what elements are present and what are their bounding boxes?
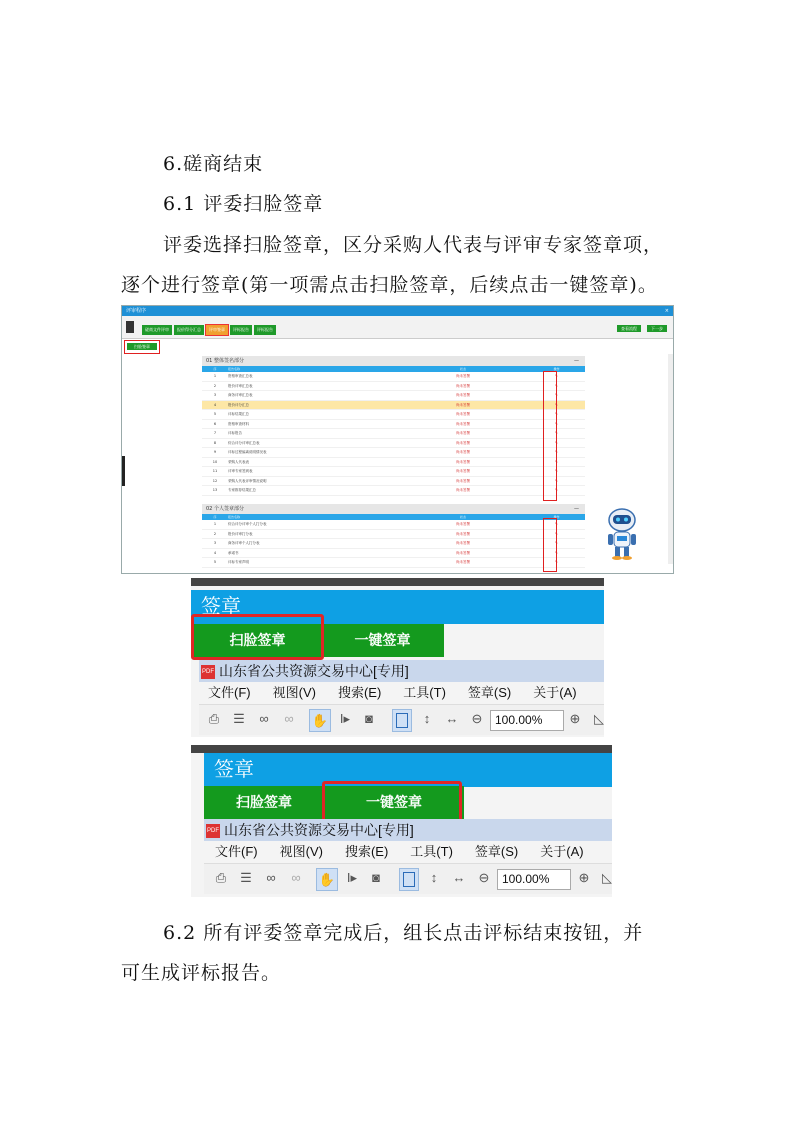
row-sign-icon[interactable]: ✎ bbox=[555, 531, 558, 536]
row-index: 7 bbox=[213, 431, 217, 435]
col-index: 序 bbox=[213, 515, 217, 519]
section-header bbox=[202, 504, 585, 514]
row-sign-icon[interactable]: ✎ bbox=[555, 374, 558, 378]
table-row bbox=[202, 401, 585, 411]
fit-width-icon[interactable]: ↔ bbox=[445, 711, 459, 726]
view-process-button[interactable]: 查看流程 bbox=[617, 325, 641, 332]
table-row bbox=[202, 448, 585, 458]
row-index: 13 bbox=[212, 488, 218, 492]
row-report-name: 综合评分评审个人打分表 bbox=[228, 522, 267, 526]
row-index: 6 bbox=[213, 421, 217, 426]
row-report-name: 资格审查汇总表 bbox=[228, 374, 253, 378]
section-personal-signing bbox=[202, 504, 585, 568]
row-sign-icon[interactable]: ✎ bbox=[555, 440, 558, 445]
text-select-icon[interactable]: I▸ bbox=[339, 711, 351, 726]
scan-face-sign-button[interactable]: 扫脸签章 bbox=[194, 624, 321, 657]
row-report-name: 商务评审个人打分表 bbox=[228, 541, 260, 545]
evaluation-window-screenshot bbox=[121, 305, 674, 574]
zoom-in-icon[interactable]: ⊕ bbox=[569, 711, 581, 726]
menu-search[interactable]: 搜索(E) bbox=[344, 844, 389, 859]
snapshot-icon[interactable]: ◙ bbox=[372, 870, 380, 885]
print-icon[interactable]: ⎙ bbox=[215, 870, 227, 885]
row-status: 尚未签署 bbox=[456, 412, 470, 416]
row-sign-icon[interactable]: ✎ bbox=[555, 488, 558, 492]
row-index: 1 bbox=[213, 374, 217, 378]
row-report-name: 采购人代表评审情况说明 bbox=[228, 478, 267, 483]
vertical-scrollbar[interactable] bbox=[668, 354, 673, 564]
row-status: 尚未签署 bbox=[456, 560, 470, 564]
collapse-icon[interactable]: — bbox=[574, 506, 579, 512]
table-row bbox=[202, 486, 585, 496]
row-sign-icon[interactable]: ✎ bbox=[555, 393, 558, 397]
col-status: 状态 bbox=[459, 515, 466, 519]
row-report-name: 评标报告 bbox=[228, 431, 242, 435]
row-report-name: 报价评分汇总 bbox=[228, 402, 249, 407]
pdf-caption-bar bbox=[199, 660, 604, 682]
col-action: 操作 bbox=[553, 367, 560, 371]
row-index: 4 bbox=[213, 550, 217, 555]
row-index: 8 bbox=[213, 440, 217, 445]
paragraph-6-2-line-2: 可生成评标报告。 bbox=[121, 962, 282, 984]
row-report-name: 评审专家签到表 bbox=[228, 469, 253, 473]
row-status: 尚未签署 bbox=[456, 402, 470, 407]
rotate-icon[interactable]: ◺ bbox=[594, 711, 604, 726]
row-index: 2 bbox=[213, 383, 217, 388]
menu-tools[interactable]: 工具(T) bbox=[403, 685, 446, 700]
zoom-out-icon[interactable]: ⊖ bbox=[478, 870, 490, 885]
row-report-name: 承诺书 bbox=[228, 550, 239, 555]
heading-6: 6.磋商结束 bbox=[163, 153, 264, 175]
table-row bbox=[202, 382, 585, 392]
col-report-name: 报告名称 bbox=[228, 367, 241, 371]
section-header bbox=[202, 356, 585, 366]
menu-file[interactable]: 文件(F) bbox=[215, 844, 258, 859]
row-status: 尚未签署 bbox=[456, 383, 470, 388]
left-edge-bar bbox=[122, 456, 125, 486]
table-row bbox=[202, 539, 585, 549]
menu-view[interactable]: 视图(V) bbox=[272, 685, 316, 700]
menu-bar bbox=[215, 841, 606, 863]
row-report-name: 资格审查材料 bbox=[228, 421, 249, 426]
sign-header: 签章 bbox=[204, 753, 612, 787]
row-sign-icon[interactable]: ✎ bbox=[555, 450, 558, 454]
row-report-name: 专家推荐结果汇总 bbox=[228, 488, 256, 492]
row-status: 尚未签署 bbox=[456, 440, 470, 445]
page-icon[interactable]: ☰ bbox=[233, 711, 245, 726]
table-row bbox=[202, 439, 585, 449]
scan-face-sign-button[interactable]: 扫脸签章 bbox=[127, 343, 157, 350]
menu-about[interactable]: 关于(A) bbox=[533, 685, 577, 700]
zoom-input[interactable]: 100.00% bbox=[490, 710, 564, 731]
find-icon[interactable]: ∞ bbox=[259, 711, 269, 726]
menu-bar bbox=[208, 682, 599, 704]
table-row bbox=[202, 429, 585, 439]
top-dark-strip bbox=[191, 578, 604, 586]
row-sign-icon[interactable]: ✎ bbox=[555, 412, 558, 416]
menu-about[interactable]: 关于(A) bbox=[540, 844, 584, 859]
find-disabled-icon: ∞ bbox=[291, 870, 301, 885]
row-sign-icon[interactable]: ✎ bbox=[555, 421, 558, 426]
table-row bbox=[202, 530, 585, 540]
signature-toolbar-screenshot-1 bbox=[191, 578, 604, 737]
toolbar bbox=[122, 316, 673, 339]
scan-face-sign-button[interactable]: 扫脸签章 bbox=[204, 786, 324, 819]
scan-face-sign-highlight bbox=[124, 340, 160, 354]
next-step-button[interactable]: 下一步 bbox=[647, 325, 667, 332]
row-report-name: 报价评审汇总表 bbox=[228, 383, 253, 388]
row-index: 3 bbox=[213, 541, 217, 545]
signature-toolbar-screenshot-2 bbox=[191, 745, 612, 897]
tab-document-review[interactable]: 磋商文件评审 bbox=[142, 325, 172, 335]
table-row bbox=[202, 549, 585, 559]
snapshot-icon[interactable]: ◙ bbox=[365, 711, 373, 726]
pdf-icon: PDF bbox=[201, 665, 215, 679]
fit-height-icon[interactable]: ↕ bbox=[423, 711, 431, 726]
robot-assistant-icon[interactable] bbox=[602, 506, 642, 561]
one-key-sign-button[interactable]: 一键签章 bbox=[321, 624, 444, 657]
menu-file[interactable]: 文件(F) bbox=[208, 685, 251, 700]
row-status: 尚未签署 bbox=[456, 421, 470, 426]
pdf-icon: PDF bbox=[206, 824, 220, 838]
fit-page-icon[interactable] bbox=[399, 868, 419, 891]
text-select-icon[interactable]: I▸ bbox=[346, 870, 358, 885]
hand-tool-icon[interactable]: ✋ bbox=[316, 868, 338, 891]
row-report-name: 商务评审汇总表 bbox=[228, 393, 253, 397]
table-row bbox=[202, 467, 585, 477]
table-row bbox=[202, 520, 585, 530]
row-status: 尚未签署 bbox=[456, 393, 470, 397]
table-row bbox=[202, 477, 585, 487]
row-report-name: 综合评分评审汇总表 bbox=[228, 440, 260, 445]
row-index: 11 bbox=[212, 469, 218, 473]
close-icon[interactable]: × bbox=[664, 308, 669, 314]
tab-report-2[interactable]: 评标报告 bbox=[254, 325, 276, 335]
fit-page-icon[interactable] bbox=[392, 709, 412, 732]
row-sign-icon[interactable]: ✎ bbox=[555, 550, 558, 555]
collapse-icon[interactable]: — bbox=[574, 358, 579, 364]
row-report-name: 评标过程偏离说明情况表 bbox=[228, 450, 267, 454]
pdf-caption-bar bbox=[204, 819, 612, 841]
find-disabled-icon: ∞ bbox=[284, 711, 294, 726]
row-status: 尚未签署 bbox=[456, 450, 470, 454]
menu-search[interactable]: 搜索(E) bbox=[337, 685, 382, 700]
row-index: 3 bbox=[213, 393, 217, 397]
row-status: 尚未签署 bbox=[456, 550, 470, 555]
zoom-out-icon[interactable]: ⊖ bbox=[471, 711, 483, 726]
tab-signature[interactable]: 评审签章 bbox=[206, 325, 228, 335]
col-action: 操作 bbox=[553, 515, 560, 519]
one-key-button-highlight bbox=[322, 781, 462, 823]
paragraph-line-2: 逐个进行签章(第一项需点击扫脸签章，后续点击一键签章)。 bbox=[121, 274, 658, 296]
row-report-name: 评标专家声明 bbox=[228, 560, 249, 564]
row-report-name: 评标结果汇总 bbox=[228, 412, 249, 416]
row-sign-icon[interactable]: ✎ bbox=[555, 431, 558, 435]
page-icon[interactable]: ☰ bbox=[240, 870, 252, 885]
row-sign-icon[interactable]: ✎ bbox=[555, 402, 558, 407]
one-key-sign-button[interactable]: 一键签章 bbox=[324, 786, 464, 819]
hand-tool-icon[interactable]: ✋ bbox=[309, 709, 331, 732]
row-sign-icon[interactable]: ✎ bbox=[555, 541, 558, 545]
row-sign-icon[interactable]: ✎ bbox=[555, 469, 558, 473]
row-sign-icon[interactable]: ✎ bbox=[555, 560, 558, 564]
fit-height-icon[interactable]: ↕ bbox=[430, 870, 438, 885]
row-index: 12 bbox=[212, 478, 218, 483]
top-dark-strip bbox=[191, 745, 612, 753]
row-index: 4 bbox=[213, 402, 217, 407]
qr-code-icon bbox=[126, 321, 134, 333]
row-status: 尚未签署 bbox=[456, 374, 470, 378]
window-title: 评审程序 bbox=[126, 308, 147, 314]
row-sign-icon[interactable]: ✎ bbox=[555, 522, 558, 526]
row-status: 尚未签署 bbox=[456, 531, 470, 536]
section-title: 01 整体签名部分 bbox=[206, 358, 244, 364]
pdf-toolbar bbox=[199, 704, 604, 735]
row-status: 尚未签署 bbox=[456, 488, 470, 492]
row-sign-icon[interactable]: ✎ bbox=[555, 383, 558, 388]
row-sign-icon[interactable]: ✎ bbox=[555, 459, 558, 464]
paragraph-line-1: 评委选择扫脸签章，区分采购人代表与评审专家签章项， bbox=[163, 234, 664, 256]
row-index: 5 bbox=[213, 560, 217, 564]
print-icon[interactable]: ⎙ bbox=[208, 711, 220, 726]
menu-sign[interactable]: 签章(S) bbox=[474, 844, 519, 859]
row-status: 尚未签署 bbox=[456, 459, 470, 464]
sign-column-highlight-2 bbox=[543, 518, 557, 572]
menu-sign[interactable]: 签章(S) bbox=[467, 685, 512, 700]
tab-report[interactable]: 评标报告 bbox=[230, 325, 252, 335]
fit-width-icon[interactable]: ↔ bbox=[452, 870, 466, 885]
col-status: 状态 bbox=[459, 367, 466, 371]
table-row bbox=[202, 458, 585, 468]
pdf-toolbar bbox=[204, 863, 612, 894]
sign-header: 签章 bbox=[191, 590, 604, 624]
find-icon[interactable]: ∞ bbox=[266, 870, 276, 885]
tab-price-score[interactable]: 报价得分汇总 bbox=[174, 325, 204, 335]
tab-bar bbox=[142, 325, 276, 335]
table-row bbox=[202, 410, 585, 420]
table-row bbox=[202, 372, 585, 382]
table-row bbox=[202, 558, 585, 568]
table-body bbox=[202, 372, 585, 496]
section-overall-signing bbox=[202, 356, 585, 496]
row-sign-icon[interactable]: ✎ bbox=[555, 478, 558, 483]
row-index: 5 bbox=[213, 412, 217, 416]
row-status: 尚未签署 bbox=[456, 522, 470, 526]
menu-tools[interactable]: 工具(T) bbox=[410, 844, 453, 859]
col-report-name: 报告名称 bbox=[228, 515, 241, 519]
zoom-in-icon[interactable]: ⊕ bbox=[578, 870, 590, 885]
table-row bbox=[202, 420, 585, 430]
paragraph-6-2-line-1: 6.2 所有评委签章完成后，组长点击评标结束按钮，并 bbox=[163, 922, 644, 944]
caption-text: 山东省公共资源交易中心[专用] bbox=[219, 663, 409, 679]
row-index: 9 bbox=[213, 450, 217, 454]
row-index: 10 bbox=[212, 459, 218, 464]
row-status: 尚未签署 bbox=[456, 469, 470, 473]
rotate-icon[interactable]: ◺ bbox=[602, 870, 612, 885]
row-status: 尚未签署 bbox=[456, 431, 470, 435]
window-title-bar bbox=[122, 306, 673, 316]
zoom-input[interactable]: 100.00% bbox=[497, 869, 571, 890]
section-title: 02 个人签章部分 bbox=[206, 506, 244, 512]
row-report-name: 采购人代表表 bbox=[228, 459, 249, 464]
row-index: 2 bbox=[213, 531, 217, 536]
heading-6-1: 6.1 评委扫脸签章 bbox=[163, 193, 324, 215]
row-status: 尚未签署 bbox=[456, 478, 470, 483]
scan-button-highlight bbox=[191, 614, 324, 660]
col-index: 序 bbox=[213, 367, 217, 371]
row-status: 尚未签署 bbox=[456, 541, 470, 545]
caption-text: 山东省公共资源交易中心[专用] bbox=[224, 822, 414, 838]
table-body bbox=[202, 520, 585, 568]
sign-column-highlight bbox=[543, 371, 557, 501]
row-index: 1 bbox=[213, 522, 217, 526]
table-row bbox=[202, 391, 585, 401]
row-report-name: 报价评审打分表 bbox=[228, 531, 253, 536]
menu-view[interactable]: 视图(V) bbox=[279, 844, 323, 859]
